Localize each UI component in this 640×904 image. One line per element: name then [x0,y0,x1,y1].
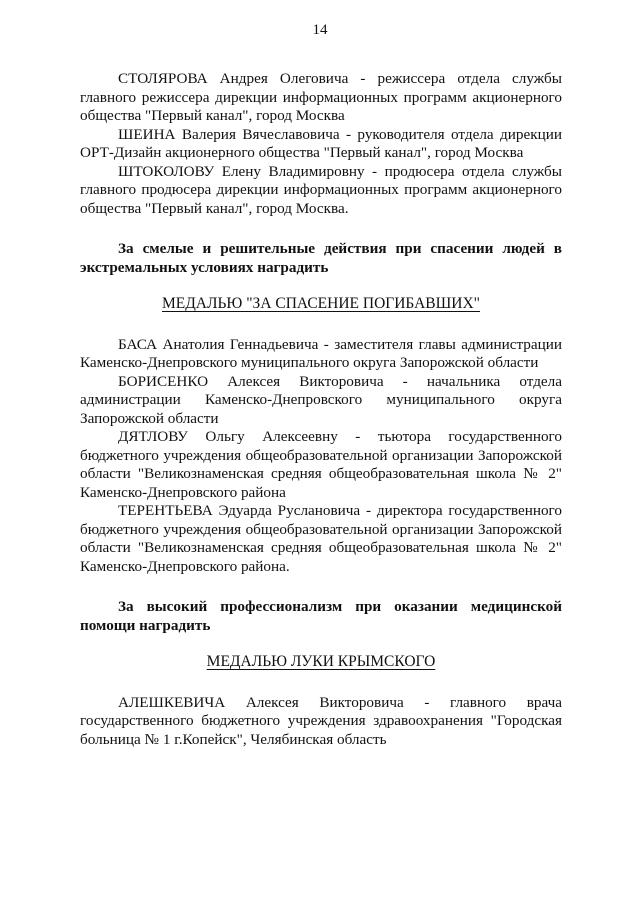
medal-title-luka: МЕДАЛЬЮ ЛУКИ КРЫМСКОГО [206,653,436,670]
page-number: 14 [312,22,328,38]
section-heading-medical: За высокий профессионализм при оказании медицинской помощи наградить [80,598,562,634]
award-entry: БОРИСЕНКО Алексея Викторовича - начальника отдела администрации Каменско-Днепровского муниципального округа Запорожской области [80,372,562,427]
section-heading-rescue: За смелые и решительные действия при спасении людей в экстремальных условиях наградить [80,240,562,276]
award-entry: СТОЛЯРОВА Андрея Олеговича - режиссера отдела службы главного режиссера дирекции информационных программ акционерного общества "Первый канал", город Москва [80,70,562,124]
document-body [80,70,562,749]
award-entry: АЛЕШКЕВИЧА Алексея Викторовича - главного врача государственного бюджетного учреждения здравоохранения "Городская больница № 1 г.Копейск", Челябинская область [80,693,562,748]
award-entry: ШЕИНА Валерия Вячеславовича - руководителя отдела дирекции ОРТ-Дизайн акционерного общества "Первый канал", город Москва [80,125,562,161]
award-entry: ШТОКОЛОВУ Елену Владимировну - продюсера отдела службы главного продюсера дирекции информационных программ акционерного общества "Первый канал", город Москва. [80,162,562,217]
award-entry: ДЯТЛОВУ Ольгу Алексеевну - тьютора государственного бюджетного учреждения общеобразовательной организации Запорожской области "Великознаменская средняя общеобразовательная школа № 2" Каменско-Днепровского района [80,428,562,501]
award-entry: ТЕРЕНТЬЕВА Эдуарда Руслановича - директора государственного бюджетного учреждения общеобразовательной организации Запорожской области "Великознаменская средняя общеобразовательная школа № 2" Каменско-Днепровского района. [80,502,562,575]
award-entry: БАСА Анатолия Геннадьевича - заместителя главы администрации Каменско-Днепровского муниципального округа Запорожской области [80,335,562,371]
medal-title-rescue: МЕДАЛЬЮ "ЗА СПАСЕНИЕ ПОГИБАВШИХ" [161,295,480,312]
